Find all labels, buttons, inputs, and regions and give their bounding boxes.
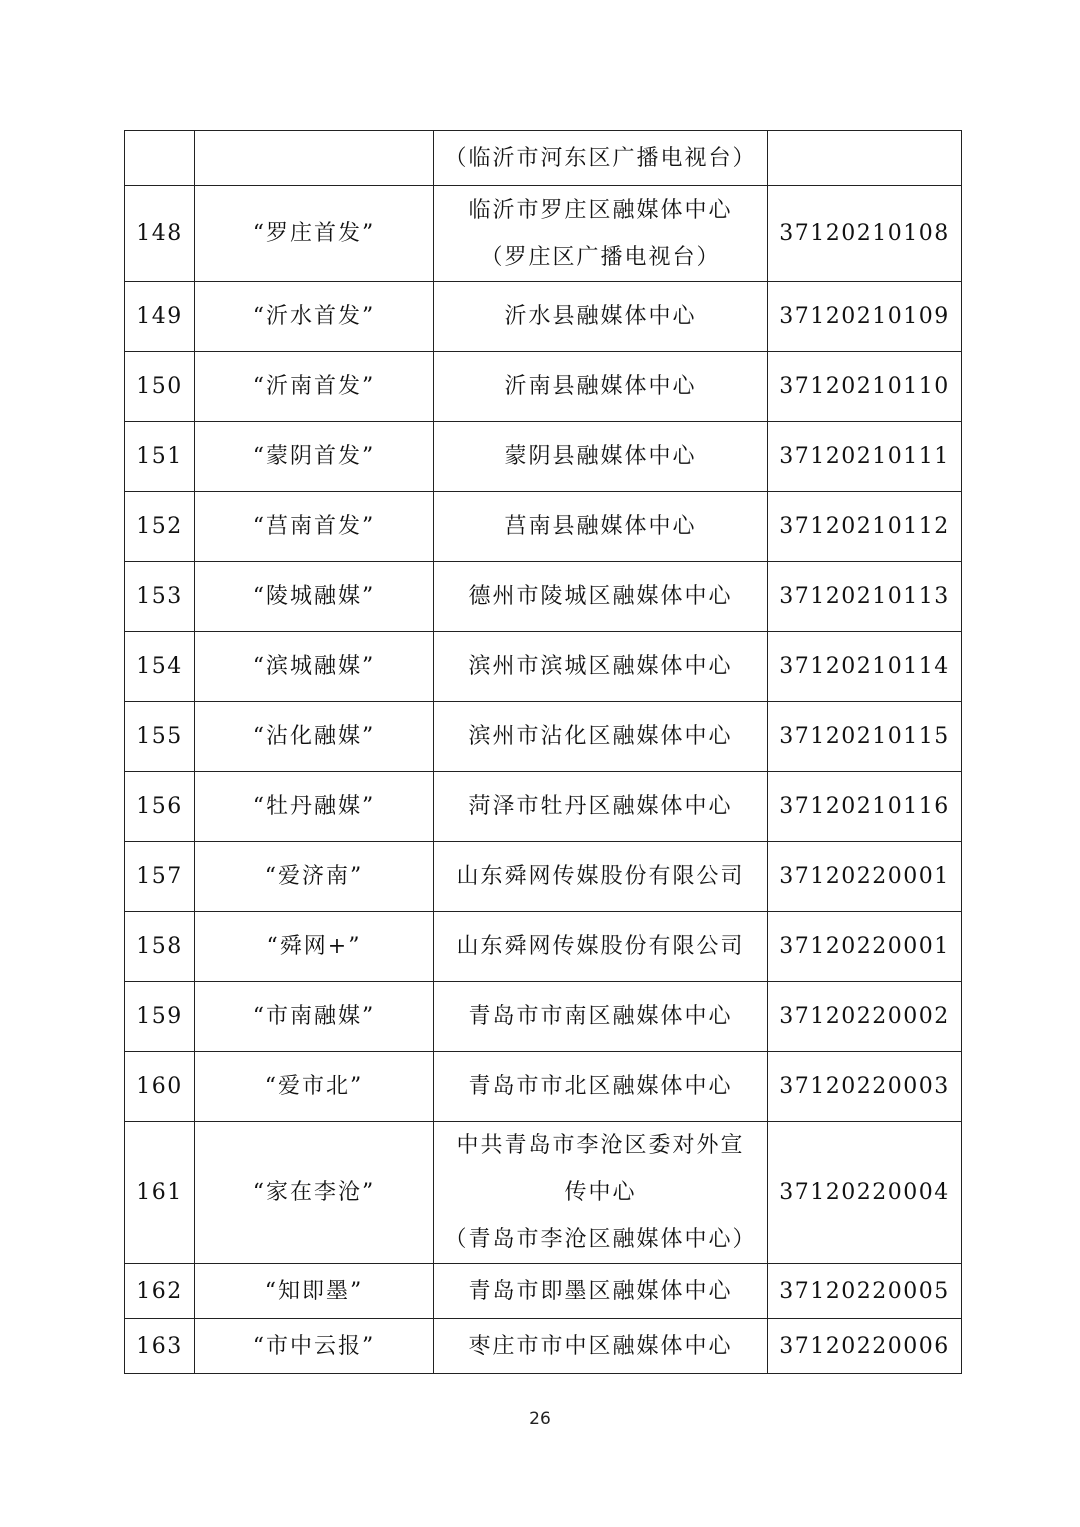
row-number-cell: 153 (125, 562, 195, 632)
organization-cell (434, 702, 768, 772)
organization-line: 青岛市市南区融媒体中心 (468, 1004, 733, 1029)
organization-cell (434, 912, 768, 982)
registration-code-cell: 37120210113 (768, 562, 962, 632)
organization-cell (434, 982, 768, 1052)
registration-code-cell: 37120220004 (768, 1122, 962, 1264)
organization-cell (434, 632, 768, 702)
registration-code-cell: 37120210112 (768, 492, 962, 562)
organization-line: （罗庄区广播电视台） (480, 244, 721, 270)
organization-line: 山东舜网传媒股份有限公司 (456, 934, 745, 959)
organization-cell (434, 1122, 768, 1264)
registration-code-cell (768, 131, 962, 186)
table-row (125, 842, 962, 912)
organization-line: （青岛市李沧区融媒体中心） (444, 1227, 757, 1252)
table-row (125, 352, 962, 422)
registration-code-cell: 37120210110 (768, 352, 962, 422)
registration-code-cell: 37120220001 (768, 912, 962, 982)
organization-line: （临沂市河东区广播电视台） (444, 145, 757, 171)
registration-code-cell: 37120220005 (768, 1264, 962, 1319)
organization-cell (434, 772, 768, 842)
row-number-cell: 152 (125, 492, 195, 562)
organization-line: 中共青岛市李沧区委对外宣 (456, 1133, 745, 1158)
app-name-cell: “市中云报” (195, 1319, 434, 1374)
organization-line: 莒南县融媒体中心 (504, 514, 697, 539)
organization-cell (434, 1052, 768, 1122)
row-number-cell: 151 (125, 422, 195, 492)
app-name-cell: “知即墨” (195, 1264, 434, 1319)
organization-cell (434, 562, 768, 632)
table-body (125, 131, 962, 1374)
organization-line: 德州市陵城区融媒体中心 (468, 584, 733, 609)
registration-code-cell: 37120210115 (768, 702, 962, 772)
registration-code-cell: 37120220002 (768, 982, 962, 1052)
registration-code-cell: 37120220003 (768, 1052, 962, 1122)
row-number-cell: 150 (125, 352, 195, 422)
table-row (125, 1264, 962, 1319)
table-row (125, 1319, 962, 1374)
row-number-cell: 156 (125, 772, 195, 842)
organization-cell (434, 352, 768, 422)
table-row (125, 186, 962, 282)
row-number-cell: 161 (125, 1122, 195, 1264)
app-name-cell: “爱济南” (195, 842, 434, 912)
row-number-cell: 159 (125, 982, 195, 1052)
row-number-cell: 154 (125, 632, 195, 702)
row-number-cell: 149 (125, 282, 195, 352)
app-name-cell: “沂水首发” (195, 282, 434, 352)
table-row (125, 282, 962, 352)
organization-cell (434, 1319, 768, 1374)
table-row (125, 912, 962, 982)
organization-line: 蒙阴县融媒体中心 (504, 444, 697, 469)
table-row (125, 422, 962, 492)
organization-line: 青岛市市北区融媒体中心 (468, 1074, 733, 1099)
organization-line: 沂南县融媒体中心 (504, 374, 697, 399)
row-number-cell: 157 (125, 842, 195, 912)
app-name-cell: “家在李沧” (195, 1122, 434, 1264)
row-number-cell (125, 131, 195, 186)
table-row (125, 982, 962, 1052)
row-number-cell: 155 (125, 702, 195, 772)
registration-code-cell: 37120210111 (768, 422, 962, 492)
registration-code-cell: 37120210109 (768, 282, 962, 352)
registry-table (124, 130, 962, 1374)
organization-line: 传中心 (564, 1180, 637, 1205)
organization-line: 滨州市滨城区融媒体中心 (468, 654, 733, 679)
row-number-cell: 158 (125, 912, 195, 982)
table-row (125, 632, 962, 702)
registration-code-cell: 37120210108 (768, 186, 962, 282)
table-row (125, 1052, 962, 1122)
organization-line: 沂水县融媒体中心 (504, 304, 697, 329)
page-number: 26 (529, 1409, 551, 1429)
organization-line: 菏泽市牡丹区融媒体中心 (468, 794, 733, 819)
row-number-cell: 148 (125, 186, 195, 282)
organization-cell (434, 492, 768, 562)
table-row (125, 702, 962, 772)
organization-cell (434, 422, 768, 492)
app-name-cell (195, 131, 434, 186)
organization-cell (434, 131, 768, 186)
app-name-cell: “罗庄首发” (195, 186, 434, 282)
registration-code-cell: 37120210114 (768, 632, 962, 702)
organization-cell (434, 186, 768, 282)
app-name-cell: “牡丹融媒” (195, 772, 434, 842)
app-name-cell: “滨城融媒” (195, 632, 434, 702)
organization-cell (434, 1264, 768, 1319)
app-name-cell: “蒙阴首发” (195, 422, 434, 492)
organization-line: 枣庄市市中区融媒体中心 (468, 1333, 733, 1359)
table-row (125, 1122, 962, 1264)
row-number-cell: 160 (125, 1052, 195, 1122)
table-row (125, 131, 962, 186)
app-name-cell: “市南融媒” (195, 982, 434, 1052)
app-name-cell: “沂南首发” (195, 352, 434, 422)
organization-line: 滨州市沾化区融媒体中心 (468, 724, 733, 749)
table-row (125, 772, 962, 842)
table-row (125, 562, 962, 632)
organization-line: 青岛市即墨区融媒体中心 (468, 1278, 733, 1304)
registration-code-cell: 37120220006 (768, 1319, 962, 1374)
row-number-cell: 162 (125, 1264, 195, 1319)
registration-code-cell: 37120220001 (768, 842, 962, 912)
row-number-cell: 163 (125, 1319, 195, 1374)
app-name-cell: “舜网+” (195, 912, 434, 982)
app-name-cell: “陵城融媒” (195, 562, 434, 632)
app-name-cell: “莒南首发” (195, 492, 434, 562)
organization-line: 山东舜网传媒股份有限公司 (456, 864, 745, 889)
organization-cell (434, 282, 768, 352)
organization-cell (434, 842, 768, 912)
app-name-cell: “爱市北” (195, 1052, 434, 1122)
app-name-cell: “沾化融媒” (195, 702, 434, 772)
table-row (125, 492, 962, 562)
registration-code-cell: 37120210116 (768, 772, 962, 842)
organization-line: 临沂市罗庄区融媒体中心 (468, 197, 733, 223)
